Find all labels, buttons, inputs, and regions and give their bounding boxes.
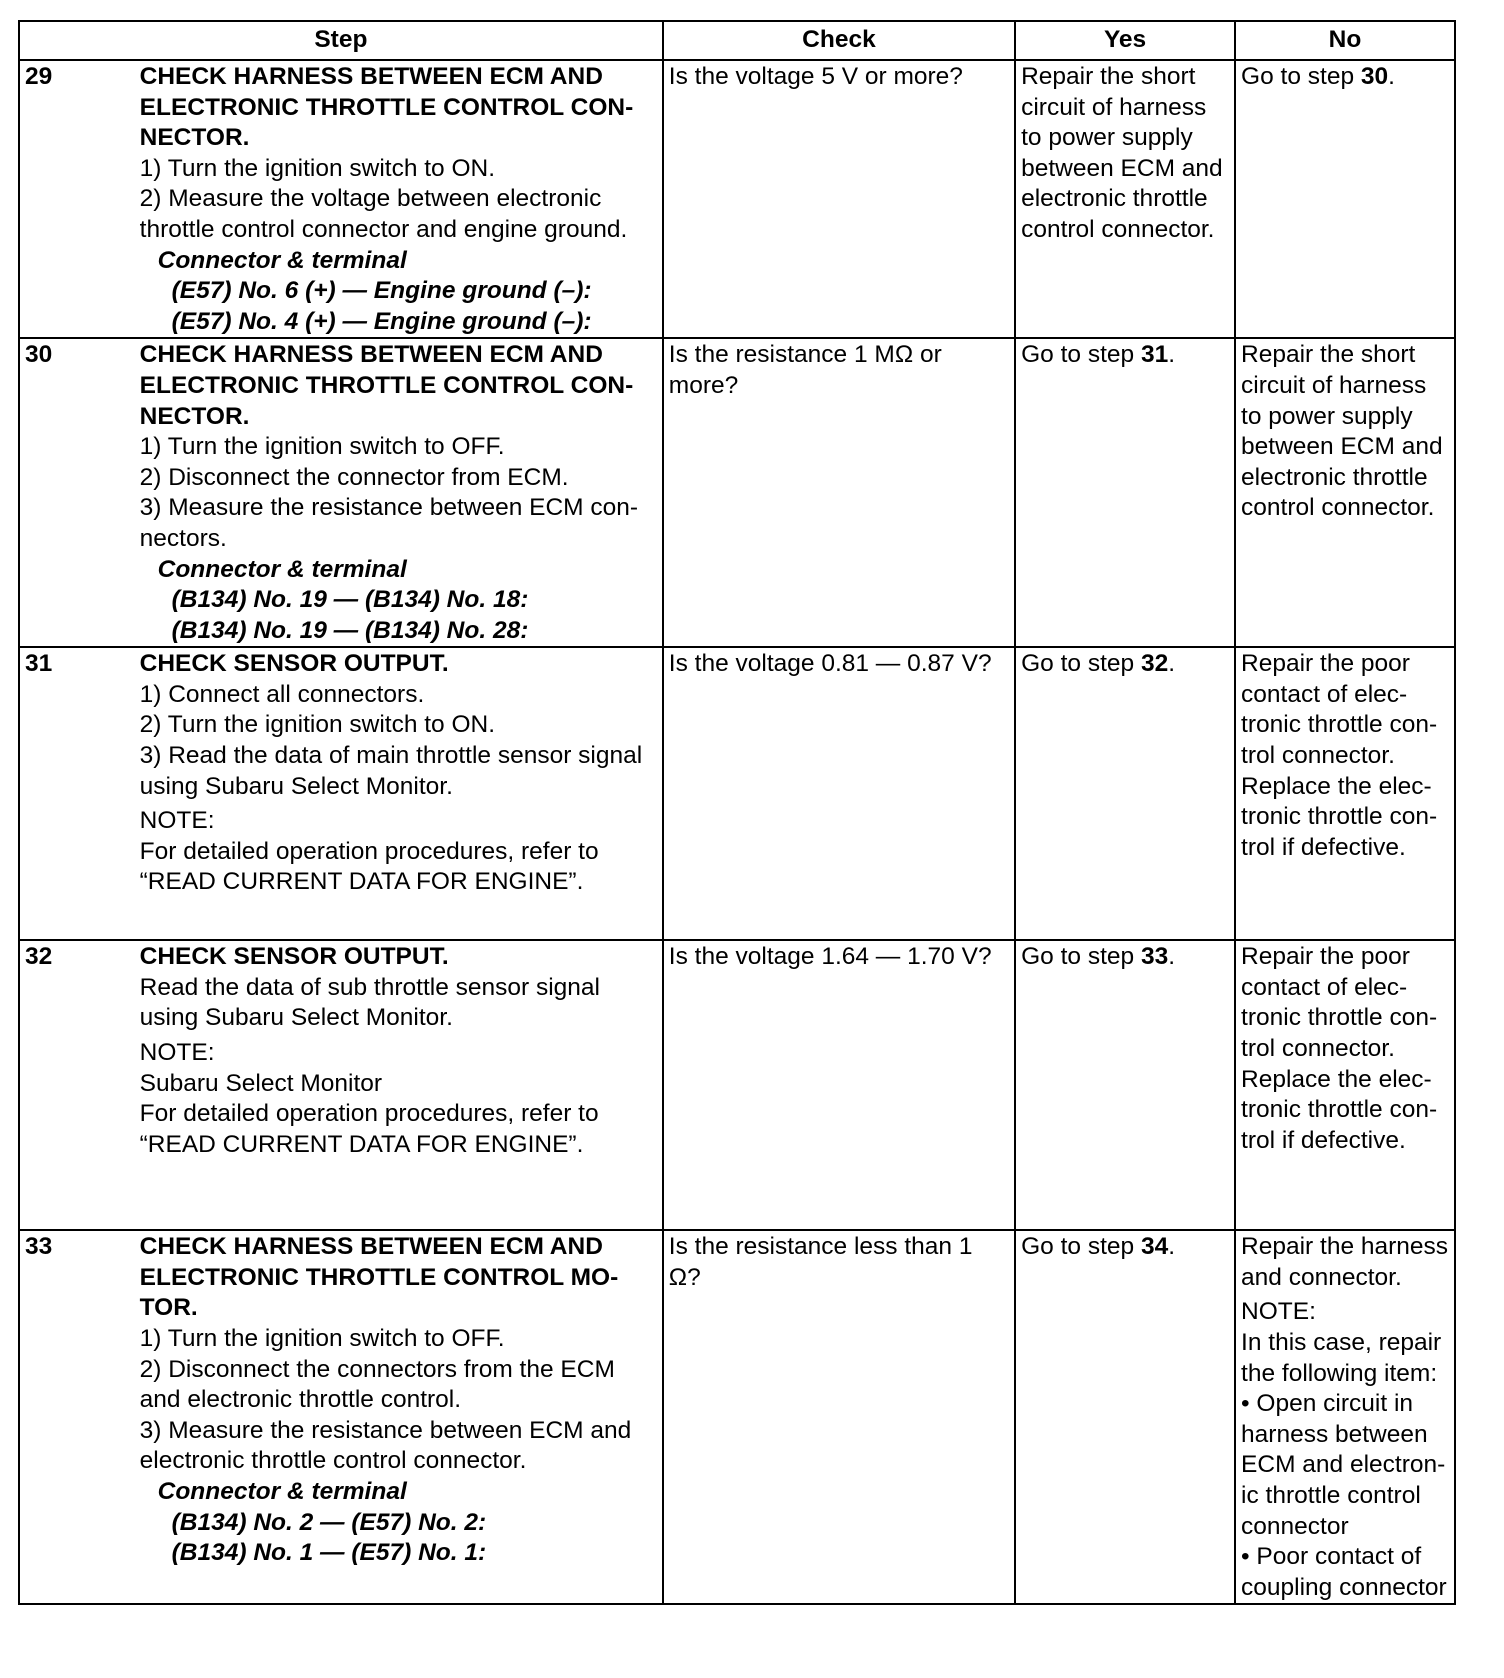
yes-text: Go to step — [1021, 943, 1141, 971]
note-text: “READ CURRENT DATA FOR ENGINE”. — [139, 1130, 584, 1158]
note-text: For detailed operation procedures, refer to — [139, 837, 599, 865]
table-row — [19, 940, 1455, 1230]
yes-text: Go to step — [1021, 1233, 1141, 1261]
procedure-table — [18, 20, 1456, 1605]
no-cell — [1235, 940, 1455, 1230]
yes-text: . — [1168, 943, 1176, 971]
no-text: tronic throttle con- — [1241, 803, 1438, 831]
header-row — [19, 21, 1455, 60]
yes-cell — [1015, 647, 1235, 940]
header-yes: Yes — [1015, 21, 1235, 60]
check-cell — [663, 647, 1015, 940]
no-cell — [1235, 60, 1455, 338]
no-cell — [1235, 647, 1455, 940]
terminal-spec: (B134) No. 19 — (B134) No. 18: — [171, 586, 529, 614]
yes-text: Repair the short — [1021, 63, 1196, 90]
step-number: 32 — [19, 940, 140, 1230]
step-title: CHECK HARNESS BETWEEN ECM AND — [139, 1233, 603, 1261]
note-text: “READ CURRENT DATA FOR ENGINE”. — [139, 868, 584, 896]
step-line: 2) Disconnect the connectors from the ECM — [139, 1355, 615, 1383]
step-number: 31 — [19, 647, 140, 940]
note-text: coupling connector — [1241, 1573, 1447, 1601]
step-line: Read the data of sub throttle sensor signal — [139, 973, 600, 1001]
step-line: nectors. — [139, 524, 227, 552]
check-text: Is the voltage 0.81 — 0.87 V? — [668, 650, 992, 678]
step-reference: 30 — [1360, 63, 1389, 90]
yes-text: . — [1168, 341, 1176, 369]
yes-text: electronic throttle — [1021, 185, 1208, 213]
step-line: throttle control connector and engine ground. — [139, 215, 628, 243]
yes-text: . — [1168, 1233, 1176, 1261]
terminal-spec: (B134) No. 2 — (E57) No. 2: — [171, 1508, 487, 1536]
step-reference: 31 — [1140, 341, 1169, 369]
no-cell — [1235, 1230, 1455, 1604]
terminal-spec: (B134) No. 19 — (B134) No. 28: — [171, 616, 529, 644]
no-text: trol if defective. — [1241, 833, 1406, 861]
note-label: NOTE: — [139, 1039, 215, 1067]
step-title: NECTOR. — [139, 124, 250, 152]
step-title: ELECTRONIC THROTTLE CONTROL CON- — [139, 93, 634, 121]
yes-text: . — [1168, 650, 1176, 678]
terminal-spec: (E57) No. 4 (+) — Engine ground (–): — [171, 307, 592, 335]
no-text: Replace the elec- — [1241, 772, 1432, 800]
check-cell — [663, 940, 1015, 1230]
table-row — [19, 647, 1455, 940]
step-title: CHECK HARNESS BETWEEN ECM AND — [139, 63, 603, 90]
step-title: ELECTRONIC THROTTLE CONTROL CON- — [139, 371, 634, 399]
no-text: electronic throttle — [1241, 463, 1428, 491]
note-label: NOTE: — [139, 807, 215, 835]
no-text: trol if defective. — [1241, 1126, 1406, 1154]
step-line: 2) Disconnect the connector from ECM. — [139, 463, 569, 491]
step-line: 2) Measure the voltage between electronic — [139, 185, 602, 213]
step-title: TOR. — [139, 1294, 198, 1322]
no-text: Replace the elec- — [1241, 1065, 1432, 1093]
note-text: ic throttle control — [1241, 1482, 1421, 1510]
no-text: control connector. — [1241, 494, 1435, 522]
step-reference: 33 — [1140, 943, 1169, 971]
check-cell — [663, 338, 1015, 647]
no-text: trol connector. — [1241, 742, 1395, 770]
note-text: In this case, repair — [1241, 1329, 1442, 1357]
step-line: 1) Turn the ignition switch to OFF. — [139, 433, 505, 461]
step-line: 3) Measure the resistance between ECM and — [139, 1416, 632, 1444]
note-text: connector — [1241, 1512, 1349, 1540]
header-check: Check — [663, 21, 1015, 60]
yes-text: Go to step — [1021, 650, 1141, 678]
no-text: Repair the harness — [1241, 1233, 1449, 1261]
table-row — [19, 1230, 1455, 1604]
yes-text: to power supply — [1021, 124, 1193, 152]
check-text: Is the resistance 1 MΩ or — [668, 341, 942, 369]
note-text: • Poor contact of — [1241, 1543, 1422, 1571]
step-cell — [140, 940, 663, 1230]
no-text: to power supply — [1241, 402, 1413, 430]
note-text: Subaru Select Monitor — [139, 1069, 383, 1097]
step-reference: 32 — [1140, 650, 1169, 678]
note-text: For detailed operation procedures, refer to — [139, 1100, 599, 1128]
note-text: • Open circuit in — [1241, 1390, 1414, 1418]
step-cell — [140, 60, 663, 338]
step-reference: 34 — [1140, 1233, 1169, 1261]
no-text: . — [1388, 63, 1395, 90]
terminal-spec: (E57) No. 6 (+) — Engine ground (–): — [171, 277, 592, 305]
connector-label: Connector & terminal — [157, 555, 407, 583]
no-text: circuit of harness — [1241, 371, 1427, 399]
step-line: 3) Read the data of main throttle sensor signal — [139, 742, 643, 770]
step-title: CHECK SENSOR OUTPUT. — [139, 650, 449, 678]
check-text: more? — [668, 371, 739, 399]
no-text: and connector. — [1241, 1263, 1402, 1291]
step-line: 3) Measure the resistance between ECM con- — [139, 494, 639, 522]
yes-cell — [1015, 1230, 1235, 1604]
no-text: contact of elec- — [1241, 680, 1408, 708]
note-label: NOTE: — [1241, 1298, 1316, 1326]
yes-text: circuit of harness — [1021, 93, 1207, 121]
yes-cell — [1015, 940, 1235, 1230]
step-line: 1) Turn the ignition switch to ON. — [139, 154, 496, 182]
step-line: 1) Turn the ignition switch to OFF. — [139, 1325, 505, 1353]
note-text: the following item: — [1241, 1359, 1438, 1387]
connector-label: Connector & terminal — [157, 1478, 407, 1506]
step-cell — [140, 1230, 663, 1604]
header-step: Step — [19, 21, 663, 60]
step-line: 1) Connect all connectors. — [139, 680, 425, 708]
note-text: ECM and electron- — [1241, 1451, 1446, 1479]
note-text: harness between — [1241, 1420, 1428, 1448]
no-text: tronic throttle con- — [1241, 711, 1438, 739]
table-row — [19, 60, 1455, 338]
no-text: Repair the poor — [1241, 650, 1410, 678]
yes-cell — [1015, 338, 1235, 647]
step-title: CHECK HARNESS BETWEEN ECM AND — [139, 341, 603, 369]
no-text: Repair the poor — [1241, 943, 1410, 971]
no-text: tronic throttle con- — [1241, 1004, 1438, 1032]
step-cell — [140, 338, 663, 647]
step-line: using Subaru Select Monitor. — [139, 772, 453, 800]
step-number: 29 — [19, 60, 140, 338]
terminal-spec: (B134) No. 1 — (E57) No. 1: — [171, 1539, 487, 1567]
check-text: Is the voltage 5 V or more? — [668, 63, 963, 90]
step-title: CHECK SENSOR OUTPUT. — [139, 943, 449, 971]
step-number: 33 — [19, 1230, 140, 1604]
no-text: between ECM and — [1241, 433, 1443, 461]
step-title: ELECTRONIC THROTTLE CONTROL MO- — [139, 1263, 619, 1291]
check-cell — [663, 1230, 1015, 1604]
connector-label: Connector & terminal — [157, 246, 407, 274]
table-row — [19, 338, 1455, 647]
step-title: NECTOR. — [139, 402, 250, 430]
step-line: and electronic throttle control. — [139, 1386, 462, 1414]
no-text: Go to step — [1241, 63, 1361, 90]
step-line: 2) Turn the ignition switch to ON. — [139, 711, 496, 739]
step-line: using Subaru Select Monitor. — [139, 1004, 453, 1032]
no-text: tronic throttle con- — [1241, 1096, 1438, 1124]
check-text: Is the voltage 1.64 — 1.70 V? — [668, 943, 992, 971]
no-text: Repair the short — [1241, 341, 1416, 369]
yes-text: Go to step — [1021, 341, 1141, 369]
yes-text: between ECM and — [1021, 154, 1223, 182]
yes-cell — [1015, 60, 1235, 338]
step-cell — [140, 647, 663, 940]
no-text: contact of elec- — [1241, 973, 1408, 1001]
no-text: trol connector. — [1241, 1035, 1395, 1063]
step-number: 30 — [19, 338, 140, 647]
yes-text: control connector. — [1021, 215, 1215, 243]
header-no: No — [1235, 21, 1455, 60]
check-cell — [663, 60, 1015, 338]
step-line: electronic throttle control connector. — [139, 1447, 527, 1475]
check-text: Is the resistance less than 1 Ω? — [668, 1233, 973, 1291]
no-cell — [1235, 338, 1455, 647]
